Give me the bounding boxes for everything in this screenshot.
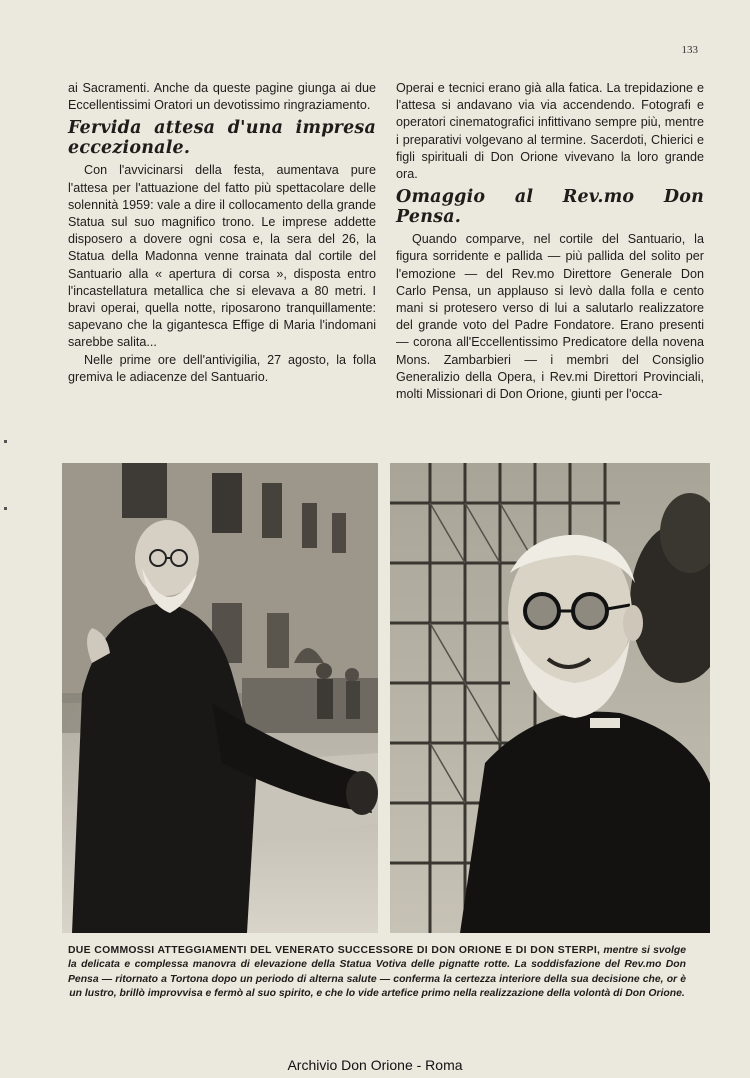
right-paragraph-2: Quando comparve, nel cortile del Santuario, la figura sorridente e pallida — più pallida del solito per l'emozione — del Rev.mo Direttore Generale Don Carlo Pensa, un applauso si levò dalla folla e cento mani si protesero verso di lui a salutarlo realizzatore del grande voto del Padre Fondatore. Erano presenti — corona all'Eccellentissimo Predicatore della novena Mons. Zambarbieri — i membri del Consiglio Generalizio della Opera, i Rev.mi Direttori Provinciali, molti Missionari di Don Orione, giunti per l'occa- bbox=[396, 232, 704, 402]
caption-text: mentre si svolge la delicata e complessa manovra di elevazione della Statua Votiva delle pignatte rotte. La soddisfazione del Rev.mo Don Pensa — ritornato a Tortona dopo un periodo di alterna salute — conferma la certezza interiore della sua decisione che, or è un lustro, brillò improvvisa e fermò al suo spirito, e che lo vide artefice primo nella realizzazione della volontà di Don Orione. bbox=[68, 945, 686, 1000]
left-paragraph-2: Con l'avvicinarsi della festa, aumentava pure l'attesa per l'attuazione del fatto più spettacolare delle solennità 1959: vale a dire il collocamento della grande Statua sul suo magnifico trono. Le imprese addette disposero a dovere ogni cosa e, la sera del 26, la Statua della Madonna venne trainata dal cortile del Santuario alla « apertura di corsa », disposta entro l'incastellatura metallica che si elevava a 80 metri. I bravi operai, quella notte, riposarono tranquillamente: sapevano che la gigantesca Effige di Maria l'indomani sarebbe salita... bbox=[68, 163, 376, 350]
left-paragraph-3: Nelle prime ore dell'antivigilia, 27 agosto, la folla gremiva le adiacenze del Santuario. bbox=[68, 352, 376, 384]
scan-mark bbox=[4, 440, 7, 443]
photo-priest-smiling-image bbox=[390, 463, 710, 933]
page-number: 133 bbox=[681, 44, 698, 56]
left-paragraph-1: ai Sacramenti. Anche da queste pagine giunga ai due Eccellentissimi Oratori un devotissimo ringraziamento. bbox=[68, 81, 376, 113]
caption-lead: DUE COMMOSSI ATTEGGIAMENTI DEL VENERATO SUCCESSORE DI DON ORIONE E DI DON STERPI, bbox=[68, 945, 601, 956]
section-heading-omaggio: Omaggio al Rev.mo Don Pensa. bbox=[396, 187, 704, 228]
right-column bbox=[396, 80, 704, 403]
right-paragraph-1: Operai e tecnici erano già alla fatica. La trepidazione e l'attesa si andavano via via accendendo. Fotografi e operatori cinematografici infittivano sempre più, mentre i preparativi volgevano al termine. Sacerdoti, Chierici e figli spirituali di Don Orione vivevano la loro grande ora. bbox=[396, 81, 704, 182]
photo-priest-gesturing bbox=[62, 463, 378, 933]
left-column bbox=[68, 80, 376, 386]
scan-mark bbox=[4, 507, 7, 510]
photo-caption bbox=[68, 944, 686, 1002]
section-heading-fervida: Fervida attesa d'una impresa eccezionale. bbox=[68, 118, 376, 159]
photo-priest-gesturing-image bbox=[62, 463, 378, 933]
photo-priest-smiling bbox=[390, 463, 710, 933]
archive-footer: Archivio Don Orione - Roma bbox=[287, 1057, 463, 1073]
